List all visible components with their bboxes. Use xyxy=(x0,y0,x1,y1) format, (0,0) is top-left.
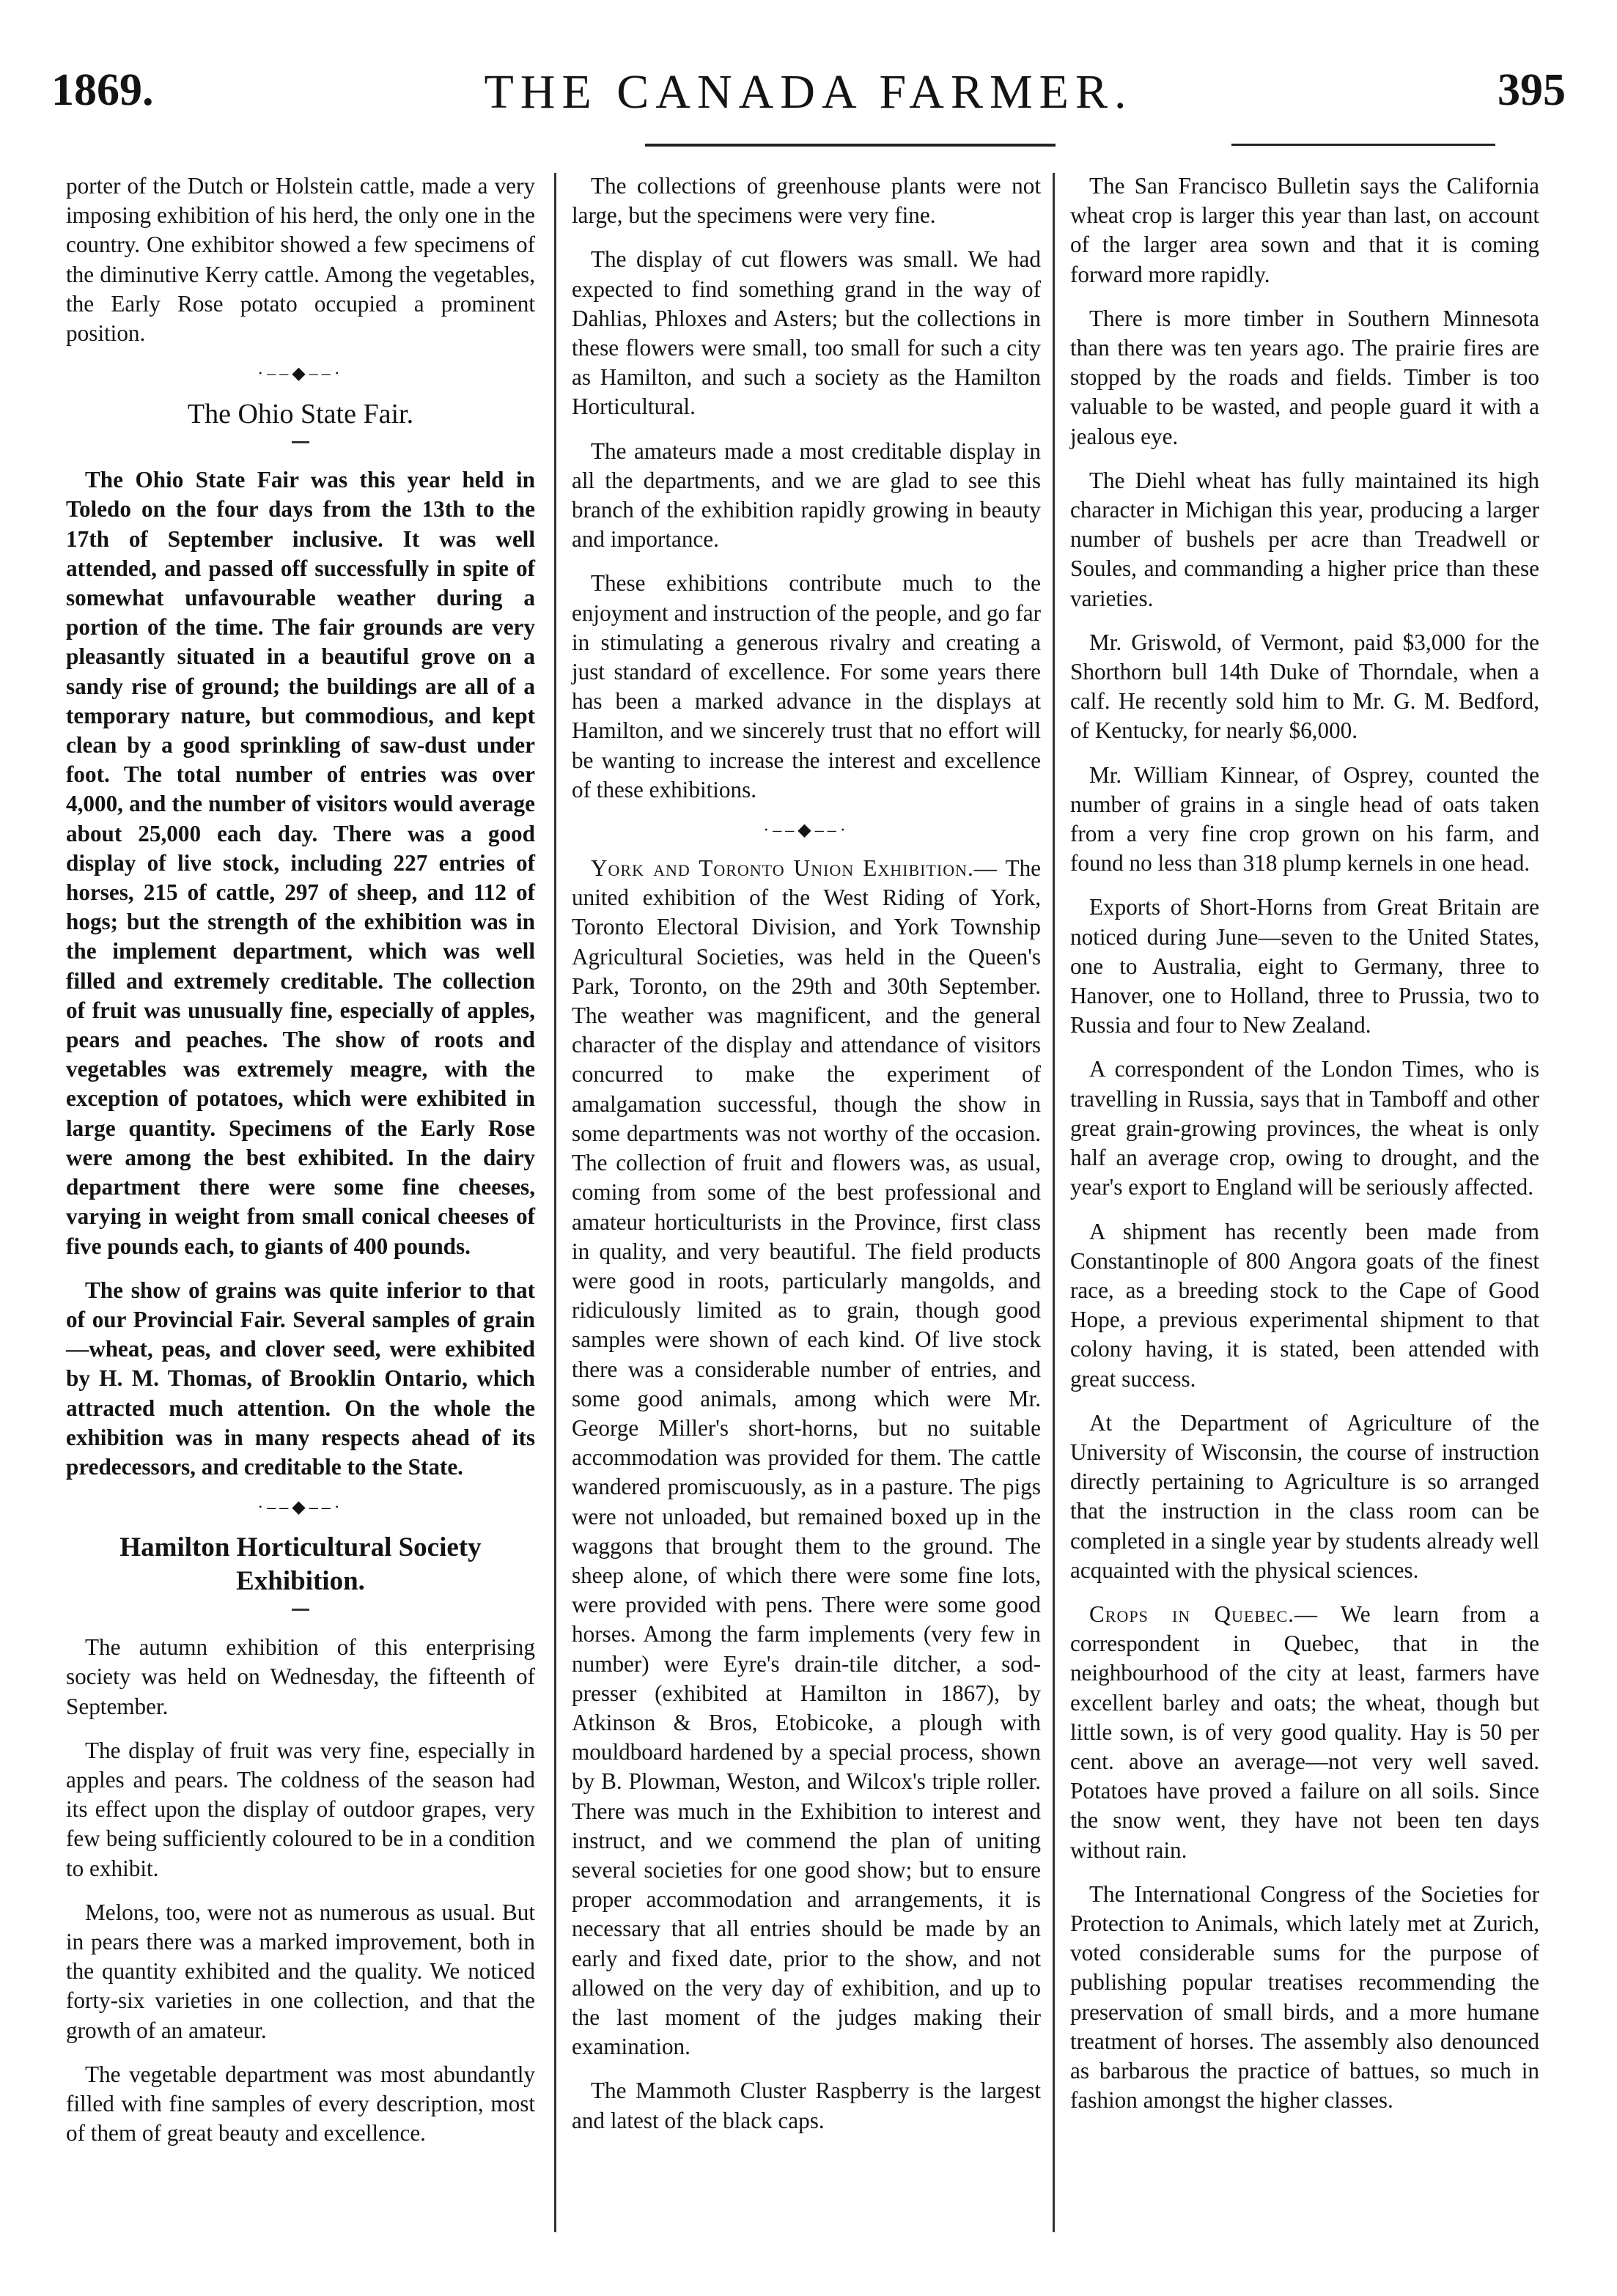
column-divider-2 xyxy=(1053,173,1055,2232)
california-wheat-paragraph: The San Francisco Bulletin says the California wheat crop is larger this year than last, on account of the larger area sown and that it is coming forward more rapidly. xyxy=(1070,173,1539,287)
article-continuation: porter of the Dutch or Holstein cattle, made a very imposing exhibition of his herd, the only one in the country. One exhibitor showed a few specimens of the diminutive Kerry cattle. Among the vegetables, the Early Rose potato occupied a prominent position. xyxy=(66,173,535,347)
angora-goats-paragraph: A shipment has recently been made from Constantinople of 800 Angora goats of the finest race, as a breeding stock to the Cape of Good Hope, a previous experimental shipment to that colony having, it is stated, been attended with great success. xyxy=(1070,1218,1539,1392)
masthead-title: THE CANADA FARMER. xyxy=(484,65,1133,119)
hamilton-paragraph-4: The vegetable department was most abundantly filled with fine samples of every description, most of them of great beauty and excellence. xyxy=(66,2061,535,2146)
ohio-paragraph-2: The show of grains was quite inferior to that of our Provincial Fair. Several samples of grain—wheat, peas, and clover seed, were exhibited by H. M. Thomas, of Brooklin Ontario, which attracted much attention. On the whole the exhibition was in many respects ahead of its predecessors, and creditable to the State. xyxy=(66,1277,535,1480)
minnesota-timber-paragraph: There is more timber in Southern Minnesota than there was ten years ago. The prairie fires are stopped by the roads and fields. Timber is too valuable to be wasted, and people guard it with a jealous eye. xyxy=(1070,305,1539,449)
exhibitions-paragraph: These exhibitions contribute much to the enjoyment and instruction of the people, and go far in stimulating a generous rivalry and creating a just standard of excellence. For some years there has been a marked advance in the displays at Hamilton, and we sincerely trust that no effort will be wanting to increase the interest and excellence of these exhibitions. xyxy=(572,570,1041,802)
section-ornament: ·‒‒◆‒‒· xyxy=(257,1498,344,1518)
header-rule-right xyxy=(1231,144,1495,146)
column-2 xyxy=(572,171,1041,2150)
russia-wheat-paragraph: A correspondent of the London Times, who is travelling in Russia, says that in Tamboff and other great grain-growing provinces, the wheat is only half an average crop, owing to drought, and the year's export to England will be seriously affected. xyxy=(1070,1056,1539,1200)
heading-ohio-state-fair: The Ohio State Fair. xyxy=(187,399,414,430)
header-year: 1869. xyxy=(51,65,154,115)
section-ornament: ·‒‒◆‒‒· xyxy=(763,821,850,841)
crops-quebec-body: We learn from a correspondent in Quebec, that in the neighbourhood of the city at least, farmers have excellent barley and oats; the wheat, though but little sown, is of very good quality. Hay is 50 per cent. above an average—not very well saved. Potatoes have proved a failure on all soils. Since the snow went, they have not been ten days without rain. xyxy=(1070,1601,1539,1863)
york-toronto-body: The united exhibition of the West Riding of York, Toronto Electoral Division, and York Township Agricultural Societies, was held in the Queen's Park, Toronto, on the 29th and 30th September. The weather was magnificent, and the general character of the display and attendance of visitors concurred to make the experiment of amalgamation successful, though the show in some departments was not worthy of the occasion. The collection of fruit and flowers was, as usual, coming from some of the best professional and amateur horticulturists in the Province, first class in quality, and very beautiful. The field products were good in roots, particularly mangolds, and ridiculously limited as to grain, though good samples were shown of each kind. Of live stock there was a considerable number of entries, and some good animals, among which were Mr. George Miller's short-horns, but no suitable accommodation was provided for them. The cattle wandered promiscuously, as in a pasture. The pigs were not unloaded, but remained boxed up in the waggons that brought them to the ground. The sheep alone, of which there were some fine lots, were provided with pens. There were some good horses. Among the farm implements (very few in number) were Eyre's drain-tile ditcher, a sod-presser (exhibited at Hamilton in 1867), by Atkinson & Bros, Etobicoke, a plough with mouldboard hardened by a special process, shown by B. Plowman, Weston, and Wilcox's triple roller. There was much in the Exhibition to interest and instruct, and we commend the plan of uniting several societies for one good show; but to ensure proper accommodation and arrangements, it is necessary that all entries should be made by an early and fixed date, prior to the show, and not allowed on the very day of exhibition, and up to the last moment of the judges making their examination. xyxy=(572,855,1042,2060)
section-ornament: ·‒‒◆‒‒· xyxy=(257,364,344,384)
oats-grains-paragraph: Mr. William Kinnear, of Osprey, counted the number of grains in a single head of oats taken from a very fine crop grown on his farm, and found no less than 318 plump kernels in one head. xyxy=(1070,761,1539,876)
column-1 xyxy=(66,171,535,2163)
page-header xyxy=(51,64,1566,138)
hamilton-paragraph-2: The display of fruit was very fine, especially in apples and pears. The coldness of the season had its effect upon the display of outdoor grapes, very few being sufficiently coloured to be in a condition to exhibit. xyxy=(66,1737,535,1881)
cut-flowers-paragraph: The display of cut flowers was small. We had expected to find something grand in the way of Dahlias, Phloxes and Asters; but the collections in these flowers were small, too small for such a city as Hamilton, and such a society as the Hamilton Horticultural. xyxy=(572,246,1041,420)
page-number: 395 xyxy=(1498,65,1566,115)
hamilton-paragraph-1: The autumn exhibition of this enterprising society was held on Wednesday, the fifteenth of September. xyxy=(66,1634,535,1719)
heading-rule xyxy=(292,1609,309,1611)
header-rule-center xyxy=(645,144,1056,147)
wisconsin-agriculture-paragraph: At the Department of Agriculture of the University of Wisconsin, the course of instruction directly pertaining to Agriculture is so arranged that the instruction in the class room can be completed in a single year by students already well acquainted with the physical sciences. xyxy=(1070,1409,1539,1583)
ohio-paragraph-1: The Ohio State Fair was this year held in Toledo on the four days from the 13th to the 17th of September inclusive. It was well attended, and passed off successfully in spite of somewhat unfavourable weather during a portion of the time. The fair grounds are very pleasantly situated in a beautiful grove on a sandy rise of ground; the buildings are all of a temporary nature, but commodious, and kept clean by a good sprinkling of saw-dust under foot. The total number of entries was over 4,000, and the number of visitors would average about 25,000 each day. There was a good display of live stock, including 227 entries of horses, 215 of cattle, 297 of sheep, and 112 of hogs; but the strength of the exhibition was in the implement department, which was well filled and extremely creditable. The collection of fruit was unusually fine, especially of apples, pears and peaches. The show of roots and vegetables was extremely meagre, with the exception of potatoes, which were exhibited in large quantity. Specimens of the Early Rose were among the best exhibited. In the dairy department there were some fine cheeses, varying in weight from small conical cheeses of five pounds each, to giants of 400 pounds. xyxy=(66,467,535,1259)
griswold-shorthorn-paragraph: Mr. Griswold, of Vermont, paid $3,000 for the Shorthorn bull 14th Duke of Thorndale, when a calf. He recently sold him to Mr. G. M. Bedford, of Kentucky, for nearly $6,000. xyxy=(1070,629,1539,744)
column-divider-1 xyxy=(554,173,556,2232)
heading-hamilton-horticultural: Hamilton Horticultural Society Exhibition. xyxy=(119,1532,482,1597)
diehl-wheat-paragraph: The Diehl wheat has fully maintained its high character in Michigan this year, producing a larger number of bushels per acre than Treadwell or Soules, and commanding a higher price than these varieties. xyxy=(1070,467,1539,611)
animal-protection-paragraph: The International Congress of the Societies for Protection to Animals, which lately met at Zurich, voted considerable sums for the purpose of publishing popular treatises recommending the preservation of small birds, and a more humane treatment of horses. The assembly also denounced as barbarous the practice of battues, so much in fashion amongst the higher classes. xyxy=(1070,1880,1539,2114)
hamilton-paragraph-3: Melons, too, were not as numerous as usual. But in pears there was a marked improvement, both in the quantity exhibited and the quality. We noticed forty-six varieties in one collection, and that the growth of an amateur. xyxy=(66,1899,535,2043)
raspberry-paragraph: The Mammoth Cluster Raspberry is the largest and latest of the black caps. xyxy=(572,2078,1041,2133)
column-3 xyxy=(1070,171,1539,2130)
york-toronto-paragraph xyxy=(572,854,1041,2061)
crops-quebec-paragraph xyxy=(1070,1600,1539,1865)
york-toronto-lead: York and Toronto Union Exhibition.— xyxy=(591,855,998,882)
heading-rule xyxy=(292,441,309,443)
greenhouse-paragraph: The collections of greenhouse plants were not large, but the specimens were very fine. xyxy=(572,173,1041,229)
crops-quebec-lead: Crops in Quebec.— xyxy=(1089,1601,1319,1627)
amateurs-paragraph: The amateurs made a most creditable display in all the departments, and we are glad to see this branch of the exhibition rapidly growing in beauty and importance. xyxy=(572,438,1041,553)
short-horn-exports-paragraph: Exports of Short-Horns from Great Britain are noticed during June—seven to the United States, one to Australia, eight to Germany, three to Hanover, one to Holland, three to Prussia, two to Russia and four to New Zealand. xyxy=(1070,894,1539,1038)
